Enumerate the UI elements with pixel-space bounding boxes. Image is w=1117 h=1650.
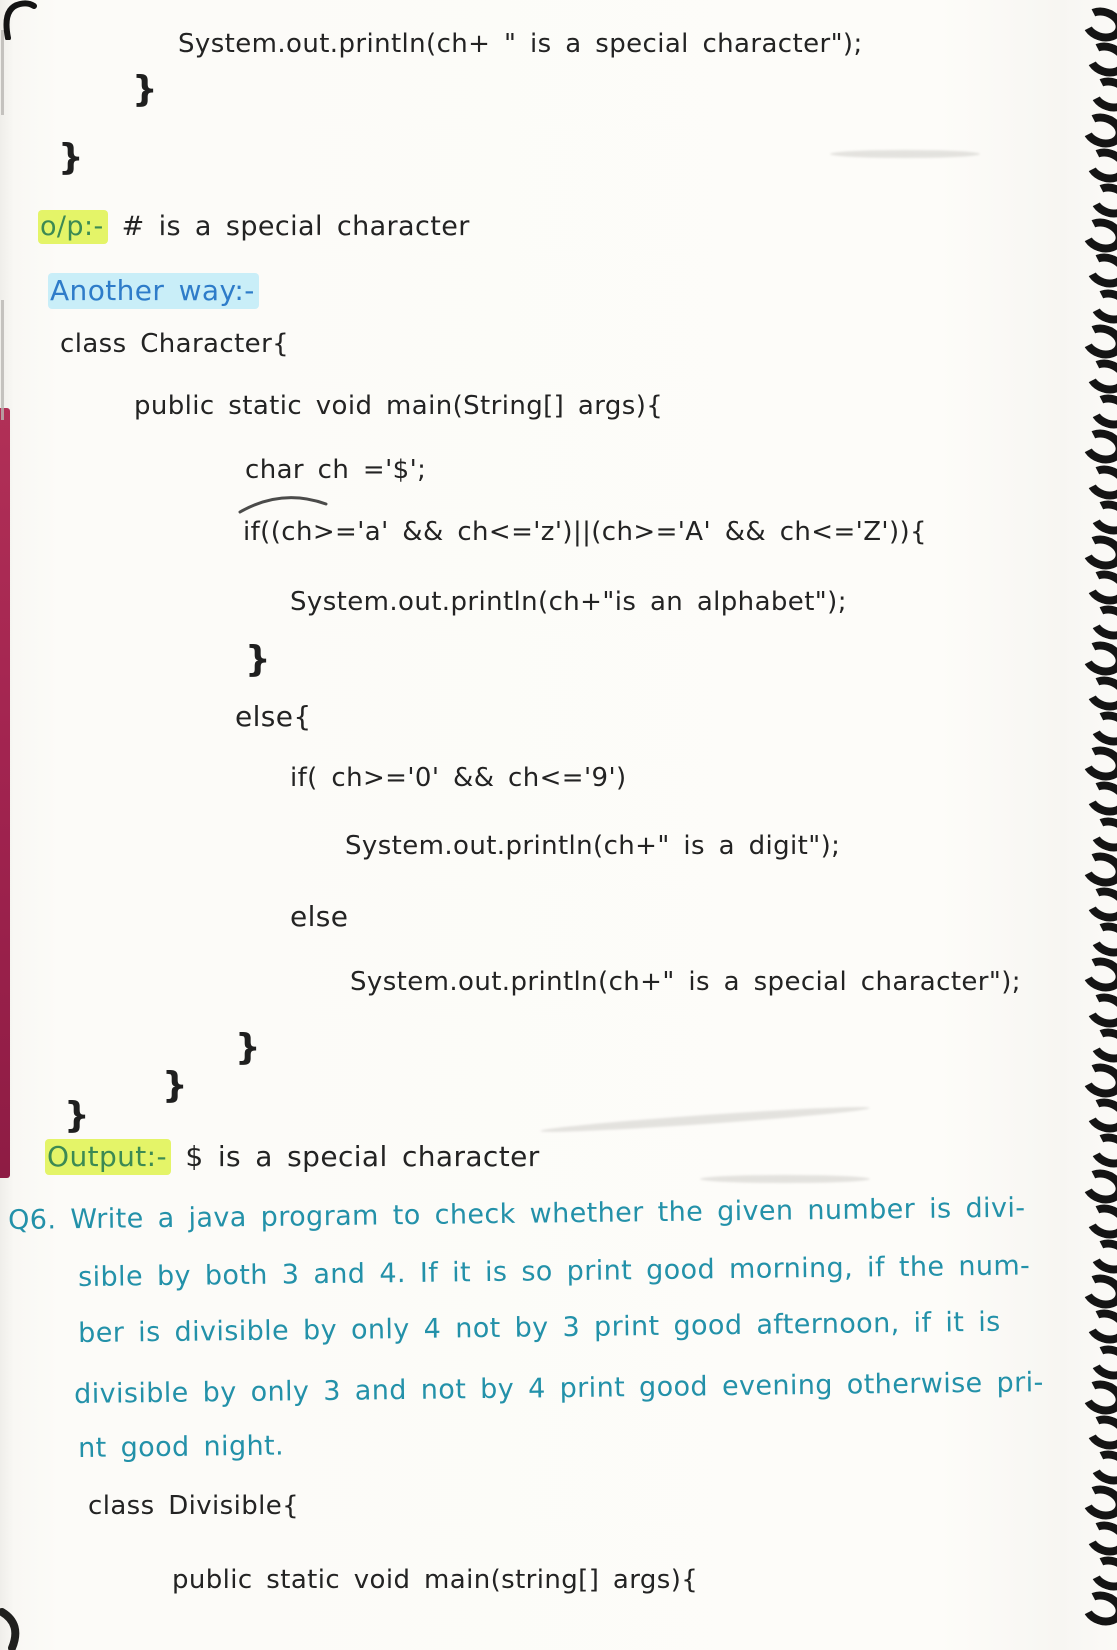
spiral-ring xyxy=(1082,249,1117,293)
spiral-ring xyxy=(1078,847,1117,891)
spiral-ring xyxy=(1078,742,1117,786)
spiral-ring xyxy=(1086,601,1117,645)
spiral-ring xyxy=(1086,1129,1117,1173)
page-edge-line xyxy=(1,300,4,420)
spiral-ring xyxy=(1078,953,1117,997)
spiral-ring xyxy=(1078,108,1117,152)
code-line-class: class Character{ xyxy=(60,329,290,359)
spiral-ring xyxy=(1082,38,1117,82)
spiral-ring xyxy=(1078,425,1117,469)
spiral-ring xyxy=(1078,1058,1117,1102)
spiral-ring xyxy=(1086,1023,1117,1067)
question-line: nt good night. xyxy=(77,1430,285,1464)
spiral-ring xyxy=(1082,566,1117,610)
output-text: $ is a special character xyxy=(185,1140,540,1173)
spiral-ring xyxy=(1082,882,1117,926)
output-line-1 xyxy=(38,212,470,242)
pencil-smudge xyxy=(540,1104,870,1136)
code-line-class-divisible: class Divisible{ xyxy=(88,1491,300,1521)
spiral-ring xyxy=(1086,390,1117,434)
spiral-ring xyxy=(1078,636,1117,680)
spiral-ring xyxy=(1078,1270,1117,1314)
question-line: divisible by only 3 and not by 4 print good evening otherwise pri- xyxy=(73,1367,1044,1410)
question-line: ber is divisible by only 4 not by 3 print good afternoon, if it is xyxy=(77,1306,1001,1349)
pencil-smudge xyxy=(830,150,980,158)
page-edge-line xyxy=(1,30,4,115)
spiral-ring xyxy=(1078,1586,1117,1630)
pen-mark-top-left xyxy=(0,0,42,40)
question-line: sible by both 3 and 4. If it is so print good morning, if the num- xyxy=(77,1250,1031,1293)
spiral-ring xyxy=(1086,73,1117,117)
code-line-println-special-2: System.out.println(ch+" is a special character"); xyxy=(350,967,1021,997)
margin-strip xyxy=(0,408,10,1178)
output-label: o/p:- xyxy=(38,210,108,244)
spiral-ring xyxy=(1086,1446,1117,1490)
another-way-heading xyxy=(48,276,259,307)
spiral-ring xyxy=(1078,2,1117,46)
spiral-ring xyxy=(1078,1375,1117,1419)
code-line-if-alpha: if((ch>='a' && ch<='z')||(ch>='A' && ch<='Z')){ xyxy=(243,517,927,547)
spiral-ring xyxy=(1086,1234,1117,1278)
spiral-ring xyxy=(1086,812,1117,856)
spiral-ring xyxy=(1086,918,1117,962)
spiral-ring xyxy=(1086,706,1117,750)
pencil-smudge xyxy=(700,1175,870,1183)
closing-brace: } xyxy=(245,639,272,680)
spiral-ring xyxy=(1078,530,1117,574)
code-line-char-decl: char ch ='$'; xyxy=(245,455,427,485)
output-line-2 xyxy=(45,1142,540,1173)
spiral-ring xyxy=(1082,460,1117,504)
spiral-ring xyxy=(1086,178,1117,222)
correction-arc xyxy=(238,492,330,514)
spiral-ring xyxy=(1078,1481,1117,1525)
spiral-ring xyxy=(1078,319,1117,363)
spiral-ring xyxy=(1082,671,1117,715)
spiral-ring xyxy=(1082,777,1117,821)
pen-mark-bottom-left xyxy=(0,1606,30,1650)
spiral-ring xyxy=(1082,1199,1117,1243)
spiral-ring xyxy=(1078,1164,1117,1208)
code-line-main-divisible: public static void main(string[] args){ xyxy=(172,1565,699,1595)
closing-brace: } xyxy=(64,1095,91,1136)
spiral-ring xyxy=(1082,1094,1117,1138)
code-line-else-open: else{ xyxy=(235,700,312,733)
spiral-ring xyxy=(1082,988,1117,1032)
spiral-ring xyxy=(1086,284,1117,328)
code-line-main: public static void main(String[] args){ xyxy=(134,391,664,421)
spiral-ring xyxy=(1082,1410,1117,1454)
spiral-ring xyxy=(1078,214,1117,258)
spiral-ring xyxy=(1086,1551,1117,1595)
closing-brace: } xyxy=(235,1027,262,1068)
spiral-ring xyxy=(1082,354,1117,398)
code-line-else-plain: else xyxy=(290,900,349,933)
code-line-println-special-1: System.out.println(ch+ " is a special character"); xyxy=(178,29,863,59)
spiral-ring xyxy=(1082,1516,1117,1560)
code-line-if-digit: if( ch>='0' && ch<='9') xyxy=(290,763,627,793)
spiral-ring xyxy=(1086,495,1117,539)
spiral-ring xyxy=(1082,1305,1117,1349)
output-text: # is a special character xyxy=(121,211,470,242)
closing-brace: } xyxy=(162,1065,189,1106)
output-label: Output:- xyxy=(45,1139,171,1175)
spiral-ring xyxy=(1086,1340,1117,1384)
another-way-label: Another way:- xyxy=(48,273,259,309)
code-line-println-digit: System.out.println(ch+" is a digit"); xyxy=(345,831,841,861)
code-line-println-alphabet: System.out.println(ch+"is an alphabet"); xyxy=(290,587,847,617)
closing-brace: } xyxy=(132,69,159,110)
spiral-ring xyxy=(1082,143,1117,187)
question-line: Q6. Write a java program to check whether the given number is divi- xyxy=(7,1192,1026,1236)
closing-brace: } xyxy=(58,137,85,178)
